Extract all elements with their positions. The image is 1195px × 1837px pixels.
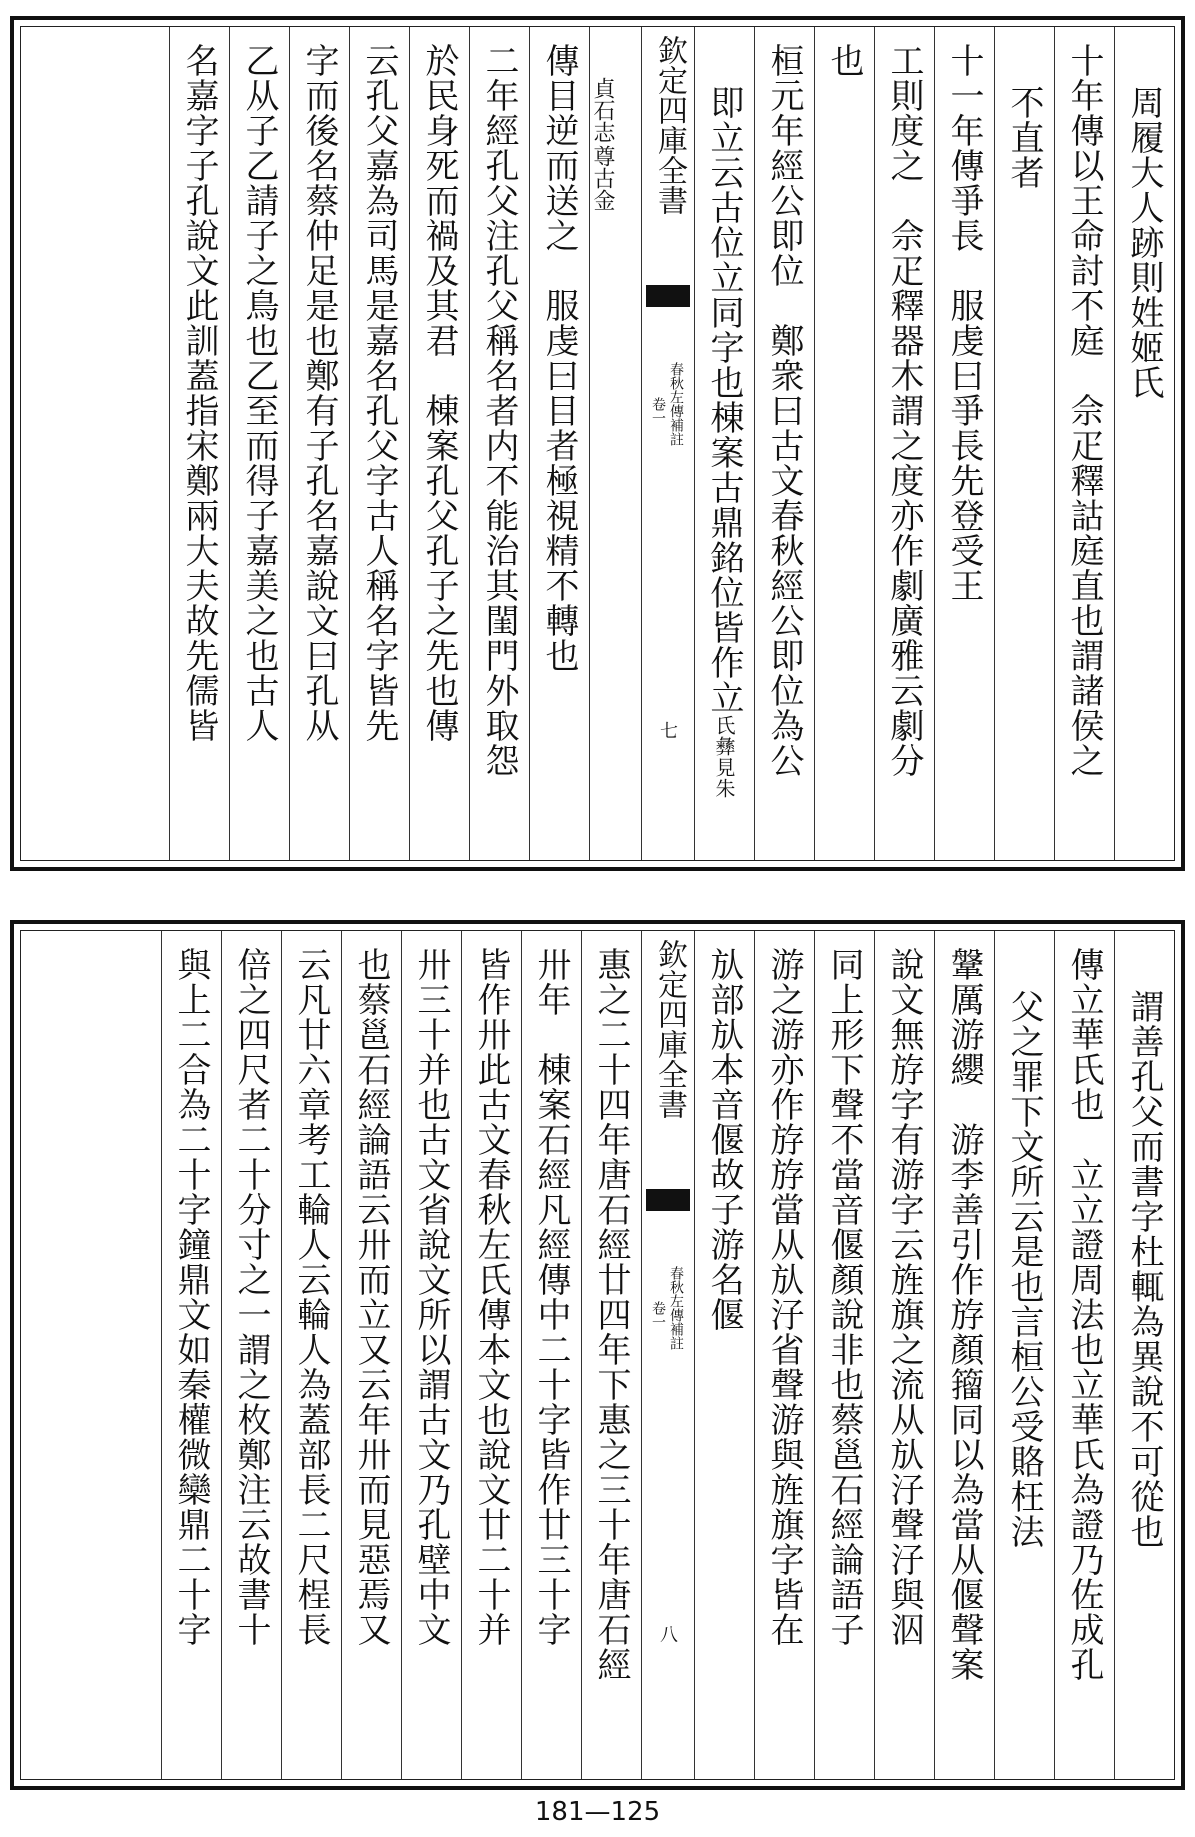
text-column [581,931,641,1779]
column-main-text: 㫃部㫃本音偃故子游名偃 [704,947,744,1332]
column-main-text: 云凡廿六章考工輪人云輪人為蓋部長二尺桯長 [291,947,331,1647]
text-column [289,27,349,860]
column-main-text: 十一年傳爭長 服虔曰爭長先登受王 [944,43,984,603]
column-main-text: 父之罪下文所云是也言桓公受賂枉法 [1004,989,1044,1549]
column-text [462,931,520,1779]
column-main-text: 倍之四尺者二十分寸之一謂之枚鄭注云故書十 [231,947,271,1647]
column-main-text: 皆作卅此古文春秋左氏傳本文也說文廿二十并 [471,947,511,1647]
bottom-page-columns [20,930,1175,1780]
column-main-text: 字而後名蔡仲足是也鄭有子孔名嘉說文曰孔从 [299,43,339,743]
collection-title: 欽定四庫全書 [652,939,687,1119]
center-fold-column [641,27,694,860]
column-text [230,27,288,860]
column-main-text: 即立云古位立同字也棟案古鼎銘位皆作立 [704,85,744,715]
column-main-text: 云孔父嘉為司馬是嘉名孔父字古人稱名字皆先 [359,43,399,743]
column-main-text: 於民身死而禍及其君 棟案孔父孔子之先也傳 [419,43,459,743]
column-text [222,931,280,1779]
fish-tail-mark [646,1189,690,1211]
text-column [694,931,754,1779]
text-column [994,27,1054,860]
text-column [401,931,461,1779]
text-column [169,27,229,860]
book-title: 春秋左傳補註 [668,362,684,446]
column-main-text: 也 [824,43,864,78]
column-text [290,27,348,860]
text-column [754,931,814,1779]
column-text [935,931,993,1779]
text-column [589,27,641,860]
volume-label: 卷一 [650,1301,666,1329]
column-text [522,931,580,1779]
column-text [582,931,640,1779]
text-column [161,931,221,1779]
collection-title: 欽定四庫全書 [652,35,687,215]
column-text [875,27,933,860]
text-column [874,27,934,860]
column-text [1115,27,1173,860]
column-main-text: 名嘉字子孔說文此訓蓋指宋鄭兩大夫故先儒皆 [179,43,219,743]
column-main-text: 與上二合為二十字鐘鼎文如秦權微欒鼎二十字 [171,947,211,1647]
note-line: 尊古金 [590,145,615,211]
text-column [521,931,581,1779]
column-text [695,931,753,1779]
top-page-frame [10,16,1185,871]
small-note [590,27,614,211]
column-text [1115,931,1173,1779]
column-text [875,931,933,1779]
column-text [162,931,220,1779]
text-column [994,931,1054,1779]
column-main-text: 工則度之 佘疋釋器木謂之度亦作劇廣雅云劇分 [884,43,924,778]
text-column [469,27,529,860]
text-column [934,27,994,860]
text-column [814,931,874,1779]
column-text [995,931,1053,1779]
column-text [995,27,1053,860]
column-main-text: 傳立華氏也 立立證周法也立華氏為證乃佐成孔 [1064,947,1104,1682]
inline-note [712,715,736,799]
note-line: 見朱 [712,757,736,799]
text-column [754,27,814,860]
column-text [1055,27,1113,860]
column-text [350,27,408,860]
column-text [342,931,400,1779]
column-main-text: 卅三十并也古文省說文所以謂古文乃孔壁中文 [411,947,451,1647]
text-column [1114,27,1174,860]
text-column [281,931,341,1779]
text-column [874,931,934,1779]
text-column [1114,931,1174,1779]
column-main-text: 二年經孔父注孔父稱名者内不能治其閨門外取怨 [479,43,519,778]
page-footer-label: 181—125 [534,1797,661,1827]
column-text [1055,931,1113,1779]
column-text [815,27,873,860]
column-main-text: 桓元年經公即位 鄭衆曰古文春秋經公即位為公 [764,43,804,778]
book-title: 春秋左傳補註 [668,1266,684,1350]
fish-tail-mark [646,285,690,307]
column-text [695,27,753,860]
column-main-text: 謂善孔父而書字杜輒為異說不可從也 [1124,989,1164,1549]
center-fold-column [641,931,694,1779]
column-main-text: 乙从子乙請子之鳥也乙至而得子嘉美之也古人 [239,43,279,743]
text-column [1054,931,1114,1779]
column-text [170,27,228,860]
text-column [1054,27,1114,860]
column-main-text: 周履大人跡則姓姬氏 [1124,85,1164,400]
top-page-columns [20,26,1175,861]
column-main-text: 傳目逆而送之 服虔曰目者極視精不轉也 [539,43,579,673]
column-text [282,931,340,1779]
column-main-text: 十年傳以王命討不庭 佘疋釋詁庭直也謂諸侯之 [1064,43,1104,778]
column-text [470,27,528,860]
column-main-text: 說文無斿字有游字云旌旗之流从㫃汓聲汓與泅 [884,947,924,1647]
column-main-text: 也蔡邕石經論語云卅而立又云年卅而見惡焉又 [351,947,391,1647]
column-text [530,27,588,860]
text-column [694,27,754,860]
text-column [349,27,409,860]
text-column [814,27,874,860]
text-column [341,931,401,1779]
volume-label: 卷一 [650,397,666,425]
column-text [815,931,873,1779]
column-text [755,27,813,860]
note-line: 貞石志 [590,77,615,143]
leaf-number: 八 [660,1625,678,1646]
text-column [221,931,281,1779]
column-main-text: 不直者 [1004,85,1044,190]
text-column [409,27,469,860]
text-column [934,931,994,1779]
text-column [229,27,289,860]
bottom-page-frame [10,920,1185,1790]
column-text [935,27,993,860]
note-line: 氏彝 [712,715,736,757]
text-column [461,931,521,1779]
column-main-text: 鞶厲游纓 游李善引作斿顏籀同以為當从偃聲案 [944,947,984,1682]
leaf-number: 七 [660,721,678,742]
column-main-text: 卅年 棟案石經凡經傳中二十字皆作廿三十字 [531,947,571,1647]
column-text [402,931,460,1779]
column-text [410,27,468,860]
column-main-text: 惠之二十四年唐石經廿四年下惠之三十年唐石經 [591,947,631,1682]
column-main-text: 游之游亦作斿斿當从㫃汓省聲游與旌旗字皆在 [764,947,804,1647]
column-main-text: 同上形下聲不當音偃顏說非也蔡邕石經論語子 [824,947,864,1647]
column-text [755,931,813,1779]
text-column [529,27,589,860]
